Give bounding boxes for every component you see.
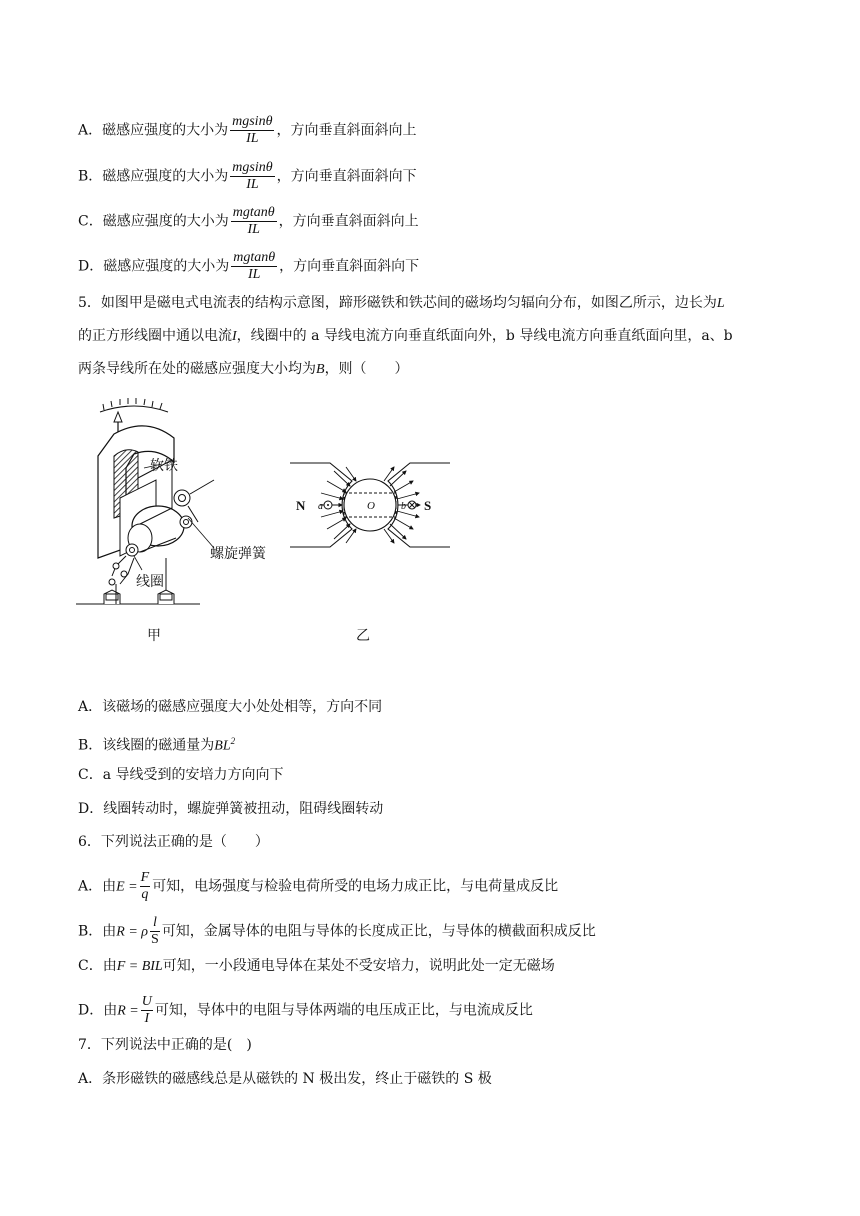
label-b: b	[401, 501, 406, 512]
label-coil: 线圈	[136, 574, 164, 590]
label-spiral-spring: 螺旋弹簧	[210, 546, 266, 562]
figure-jia-galvanometer	[76, 398, 301, 613]
q5-option-a: A．该磁场的磁感应强度大小处处相等，方向不同	[78, 699, 383, 715]
label-a: a	[318, 501, 323, 512]
figure-yi-radial-field	[290, 455, 450, 555]
q6-option-b: B．由R = ρ $\frac{l}{S}$ 可知，金属导体的电阻与导体的长度成正比，与导体的横截面积成反比	[78, 915, 596, 947]
q6-option-c: C．由F = BIL可知，一小段通电导体在某处不受安培力，说明此处一定无磁场	[78, 958, 555, 974]
caption-jia: 甲	[147, 628, 161, 644]
label-soft-iron: 软铁	[150, 458, 178, 474]
q5-option-d: D．线圈转动时，螺旋弹簧被扭动，阻碍线圈转动	[78, 801, 384, 817]
label-s-pole: S	[424, 498, 432, 513]
q5-stem-line2: 的正方形线圈中通以电流I，线圈中的 a 导线电流方向垂直纸面向外，b 导线电流方向垂直纸面向里，a、b	[78, 328, 733, 344]
q4-option-d: D．磁感应强度的大小为 $\frac{mgtan\theta}{IL}$ ，方向垂直斜面斜向下	[78, 250, 420, 282]
q5-stem-line3: 两条导线所在处的磁感应强度大小均为B，则（ ）	[78, 361, 409, 377]
q6-stem: 6．下列说法正确的是（ ）	[78, 834, 269, 850]
label-n-pole: N	[296, 498, 306, 513]
label-o: O	[367, 500, 375, 512]
q7-stem: 7．下列说法中正确的是( )	[78, 1037, 252, 1053]
q5-option-c: C．a 导线受到的安培力方向向下	[78, 767, 284, 783]
q5-stem-line1: 5．如图甲是磁电式电流表的结构示意图，蹄形磁铁和铁芯间的磁场均匀辐向分布，如图乙所示，边长为L	[78, 295, 725, 311]
q6-option-a: A．由E = $\frac{F}{q}$ 可知，电场强度与检验电荷所受的电场力成正比，与电荷量成反比	[78, 870, 559, 902]
q4-option-c: C．磁感应强度的大小为 $\frac{mgtan\theta}{IL}$ ，方向垂直斜面斜向上	[78, 205, 419, 237]
q4-option-b: B．磁感应强度的大小为 $\frac{mgsin\theta}{IL}$ ，方向垂直斜面斜向下	[78, 160, 417, 192]
q4-option-a: A．磁感应强度的大小为 $\frac{mgsin\theta}{IL}$ ，方向垂直斜面斜向上	[78, 114, 417, 146]
q5-option-b: B．该线圈的磁通量为$BL^2$	[78, 736, 236, 754]
q7-option-a: A．条形磁铁的磁感线总是从磁铁的 N 极出发，终止于磁铁的 S 极	[78, 1071, 492, 1087]
q6-option-d: D．由R = $\frac{U}{I}$ 可知，导体中的电阻与导体两端的电压成正比，与电流成反比	[78, 994, 533, 1026]
caption-yi: 乙	[356, 628, 370, 644]
